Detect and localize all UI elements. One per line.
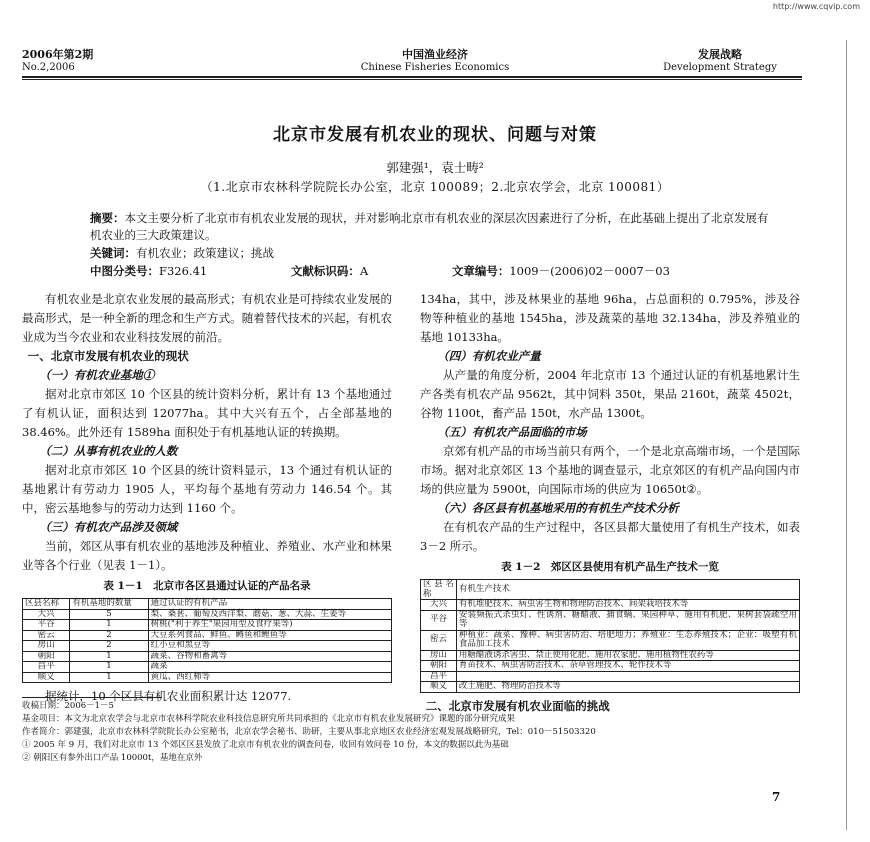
table-row	[421, 650, 800, 661]
table-cell: 1	[70, 620, 148, 631]
article-no	[452, 264, 710, 278]
table-cell: 1	[70, 651, 148, 662]
table-row	[421, 671, 800, 682]
table-header-cell: 通过认证的有机产品	[148, 599, 391, 610]
header-rule	[22, 76, 802, 78]
doc-code-label: 文献标识码：	[290, 264, 360, 278]
clc	[90, 264, 247, 278]
table-products	[22, 598, 392, 683]
subsection-heading: （六）各区县有机基地采用的有机生产技术分析	[437, 501, 679, 515]
paragraph: 134ha，其中，涉及林果业的基地 96ha，占总面积的 0.795%，涉及谷物等种植业的基地 1545ha，涉及蔬菜的基地 32.134ha，涉及养殖业的基地 10133ha。	[420, 292, 800, 344]
table-cell: 2	[70, 641, 148, 652]
article-authors: 郭建强¹，袁士畴²	[386, 160, 484, 175]
page-number: 7	[772, 790, 781, 804]
fund-note: 基金项目：本文为北京农学会与北京市农林科学院农业科技信息研究所共同承担的《北京市有机农业发展研究》课题的部分研究成果	[22, 714, 516, 724]
table-cell: 平谷	[23, 620, 70, 631]
paragraph: 当前，郊区从事有机农业的基地涉及种植业、养殖业、水产业和林果业等各个行业（见表 1－1）。	[22, 539, 392, 572]
footnote-rule	[22, 697, 162, 698]
table-header-cell: 有机生产技术	[456, 580, 799, 600]
table-cell: 朝阳	[421, 661, 457, 672]
footnotes	[22, 700, 802, 765]
section-heading: 二、北京市发展有机农业面临的挑战	[425, 698, 610, 713]
table-cell: 蔬菜、谷物和畜禽等	[148, 651, 391, 662]
table-cell: 平谷	[421, 610, 457, 630]
subsection-heading: （三）有机农产品涉及领域	[39, 520, 178, 534]
journal-name-en: Chinese Fisheries Economics	[360, 62, 510, 73]
page-edge	[846, 40, 847, 830]
paragraph: 从产量的角度分析，2004 年北京市 13 个通过认证的有机基地累计生产各类有机农产品 9562t，其中饲料 350t，果品 2160t，蔬菜 4502t，谷物 1100t，畜产品 150t，水产品 1300t。	[420, 368, 800, 420]
table-caption: 表 1－2 郊区区县使用有机产品生产技术一览	[501, 561, 719, 573]
author-affiliation: （1.北京市农林科学院院长办公室，北京 100089；2.北京农学会，北京 100081）	[200, 180, 670, 194]
author-note: 作者简介：郭建强，北京市农林科学院院长办公室秘书，北京农学会秘书、助研，主要从事北京地区农业经济宏观发展战略研究，Tel：010－51503320	[22, 727, 596, 737]
table-cell: 昌平	[421, 671, 457, 682]
table-row	[23, 630, 392, 641]
table-row	[421, 610, 800, 630]
article-no-value: 1009－(2006)02－0007－03	[509, 264, 670, 278]
table-header-cell: 区县名称	[23, 599, 70, 610]
table-cell: 梨、桑葚、葡萄及西洋梨、蘑菇、葱、大蒜、生姜等	[148, 609, 391, 620]
table-cell: 种植业：蔬菜、豫种、病虫害防治、培肥地力；养殖业：生态养殖技术；企业：吸塑有机食品加工技术	[456, 630, 799, 650]
column-name-cn: 发展战略	[698, 48, 742, 61]
table-cell: 蔬菜	[148, 662, 391, 673]
right-column	[420, 290, 800, 716]
left-column	[22, 290, 392, 706]
table-row	[23, 609, 392, 620]
table-cell: 用糖醋液诱杀害虫、禁止使用化肥、施用农家肥、施用植物性农药等	[456, 650, 799, 661]
column-name-en: Development Strategy	[663, 62, 777, 73]
paragraph: 有机农业是北京农业发展的最高形式；有机农业是可持续农业发展的最高形式，是一种全新的理念和生产方式。随着替代技术的兴起，有机农业成为当今农业和农业科技发展的前沿。	[22, 292, 392, 344]
table-cell: 昌平	[23, 662, 70, 673]
table-cell: 1	[70, 662, 148, 673]
table-cell: 红小豆和黑豆等	[148, 641, 391, 652]
table-cell: 大兴	[23, 609, 70, 620]
table-cell: 顺义	[421, 682, 457, 693]
keywords	[90, 245, 274, 261]
subsection-heading: （一）有机农业基地①	[39, 368, 155, 382]
clc-value: F326.41	[159, 264, 208, 278]
table-row	[23, 641, 392, 652]
keywords-label: 关键词：	[90, 246, 136, 260]
paragraph: 据对北京市郊区 10 个区县的统计资料分析，累计有 13 个基地通过了有机认证，面积达到 12077ha。其中大兴有五个，占全部基地的 38.46%。此外还有 1589ha 面积处于有机基地认证的转换期。	[22, 387, 392, 439]
clc-label: 中图分类号：	[90, 264, 159, 278]
table-row	[421, 661, 800, 672]
journal-name	[300, 48, 570, 74]
table-techniques	[420, 579, 800, 693]
table-cell: 1	[70, 672, 148, 683]
table-row	[421, 682, 800, 693]
issue-en: No.2,2006	[22, 62, 75, 73]
doc-code	[291, 264, 408, 278]
issue-cn: 2006年第2期	[22, 48, 94, 61]
table-cell: 有机堆肥技术、病虫害生物和物理防治技术、间架栽培技术等	[456, 600, 799, 611]
journal-name-cn: 中国渔业经济	[402, 48, 468, 61]
subsection-heading: （二）从事有机农业的人数	[39, 444, 178, 458]
table-cell: 密云	[23, 630, 70, 641]
table-cell: 育苗技术、病虫害防治技术、杂草管理技术、轮作技术等	[456, 661, 799, 672]
table-cell: 房山	[421, 650, 457, 661]
article-no-label: 文章编号：	[451, 264, 510, 278]
footnote-1: ① 2005 年 9 月，我们对北京市 13 个郊区区县发放了北京市有机农业的调查问卷，收回有效问卷 10 份，本文的数据以此为基础	[22, 740, 509, 750]
table-cell: 树桃("利于养生"果园用型及食疗果等)	[148, 620, 391, 631]
abstract	[90, 210, 770, 244]
table-caption: 表 1－1 北京市各区县通过认证的产品名录	[103, 580, 311, 592]
journal-issue	[22, 48, 93, 74]
table-row	[23, 672, 392, 683]
subsection-heading: （五）有机农产品面临的市场	[437, 425, 587, 439]
table-cell: 大豆系列食品、鲜鱼、鳟鱼和鲤鱼等	[148, 630, 391, 641]
table-cell: 安装频振式杀虫灯、性诱剂、糖醋液、捕食螨、果园种草、施用有机肥、果树套袋疏空用等	[456, 610, 799, 630]
abstract-text: 本文主要分析了北京市有机农业发展的现状，并对影响北京市有机农业的深层次因素进行了分析，在此基础上提出了北京发展有机农业的三大政策建议。	[90, 211, 769, 242]
table-cell: 顺义	[23, 672, 70, 683]
table-row	[421, 600, 800, 611]
column-name	[640, 48, 800, 74]
abstract-label: 摘要：	[90, 211, 125, 225]
table-cell: 2	[70, 630, 148, 641]
paragraph: 在有机农产品的生产过程中，各区县都大量使用了有机生产技术，如表 3－2 所示。	[420, 520, 800, 553]
header-rule-thin	[22, 79, 802, 80]
section-heading: 一、北京市发展有机农业的现状	[27, 349, 189, 363]
table-cell: 大兴	[421, 600, 457, 611]
table-cell: 5	[70, 609, 148, 620]
table-header-cell: 有机基地的数量	[70, 599, 148, 610]
paragraph: 据统计，10 个区县有机农业面积累计达 12077.	[45, 689, 292, 703]
table-cell: 朝阳	[23, 651, 70, 662]
table-cell: 房山	[23, 641, 70, 652]
subsection-heading: （四）有机农业产量	[437, 349, 541, 363]
table-row	[421, 630, 800, 650]
paragraph: 据对北京市郊区 10 个区县的统计资料显示，13 个通过有机认证的基地累计有劳动力 1905 人，平均每个基地有劳动力 146.54 个。其中，密云基地参与的劳动力达到 1160 个。	[22, 463, 392, 515]
table-cell: 改土施肥、物理防治技术等	[456, 682, 799, 693]
table-cell: 密云	[421, 630, 457, 650]
table-row	[23, 651, 392, 662]
table-row	[23, 662, 392, 673]
keywords-text: 有机农业；政策建议；挑战	[136, 246, 274, 260]
table-cell: 黄瓜、西红柿等	[148, 672, 391, 683]
table-header-cell: 区县名称	[421, 580, 457, 600]
doc-code-value: A	[359, 264, 369, 278]
table-cell	[456, 671, 799, 682]
footnote-2: ② 朝阳区有参外出口产品 10000t，基地在京外	[22, 753, 203, 763]
table-row	[23, 620, 392, 631]
received-date: 收稿日期：2006－1－5	[22, 701, 114, 711]
article-title: 北京市发展有机农业的现状、问题与对策	[273, 125, 597, 145]
paragraph: 京郊有机产品的市场当前只有两个，一个是北京高端市场，一个是国际市场。据对北京郊区 13 个基地的调查显示，北京郊区的有机产品向国内市场的供应量为 5900t，向国际市场的供应为 10650t②。	[420, 444, 800, 496]
source-url: http://www.cqvip.com	[772, 2, 860, 11]
classification-line	[90, 263, 790, 279]
